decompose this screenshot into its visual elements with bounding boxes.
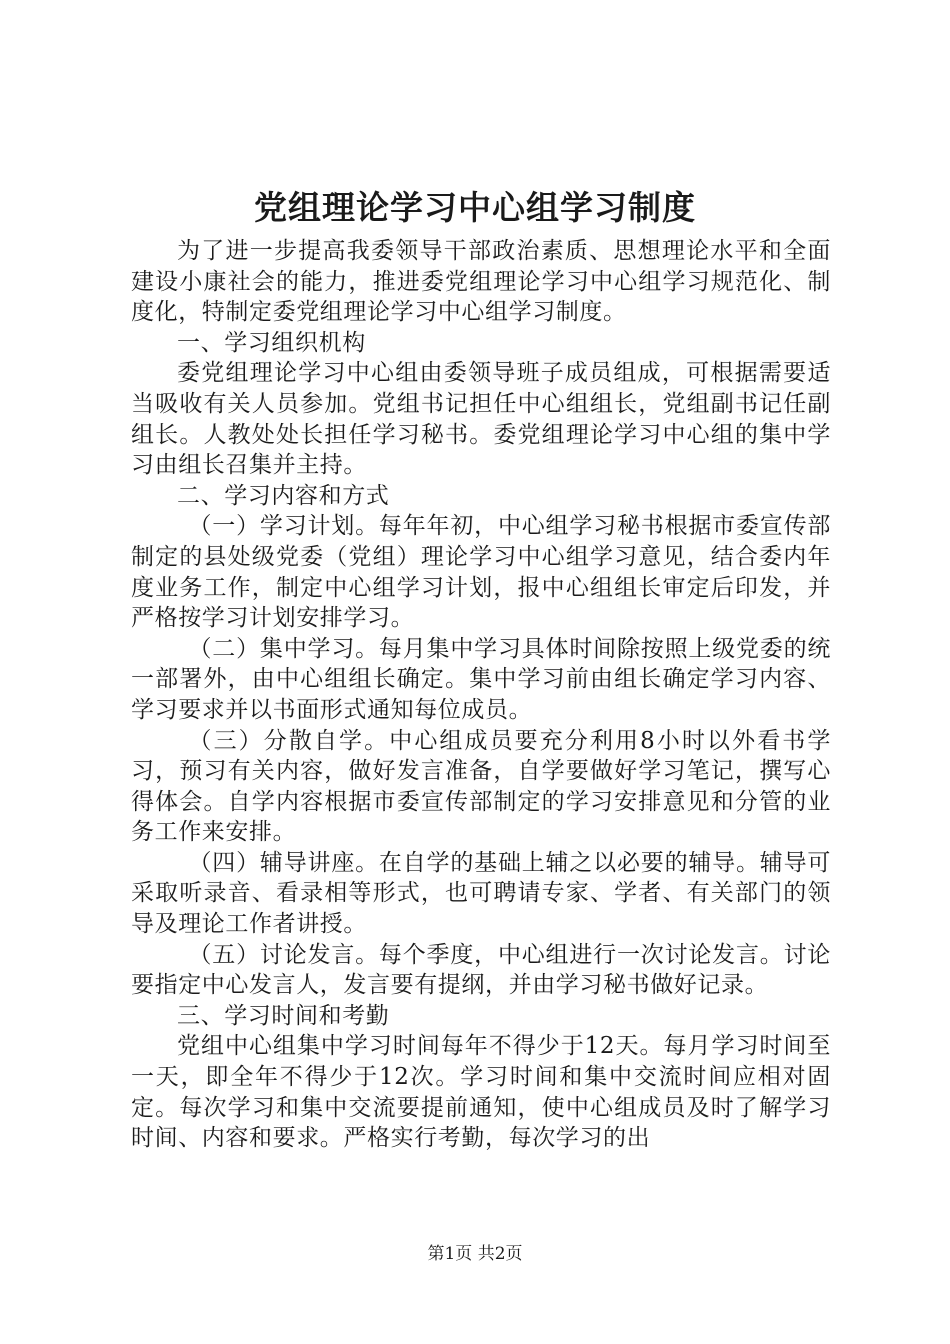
document-body	[131, 236, 831, 1154]
paragraph-discussion: （五）讨论发言。每个季度，中心组进行一次讨论发言。讨论要指定中心发言人，发言要有提纲，并由学习秘书做好记录。	[131, 941, 831, 999]
section-heading-organization: 一、学习组织机构	[177, 329, 366, 356]
section-heading-content-methods: 二、学习内容和方式	[177, 482, 390, 509]
paragraph-self-study: （三）分散自学。中心组成员要充分利用8小时以外看书学习，预习有关内容，做好发言准备，自学要做好学习笔记，撰写心得体会。自学内容根据市委宣传部制定的学习安排意见和分管的业务工作来安排。	[131, 727, 831, 846]
intro-paragraph: 为了进一步提高我委领导干部政治素质、思想理论水平和全面建设小康社会的能力，推进委党组理论学习中心组学习规范化、制度化，特制定委党组理论学习中心组学习制度。	[131, 238, 831, 326]
document-title: 党组理论学习中心组学习制度	[254, 188, 696, 227]
paragraph-group-study: （二）集中学习。每月集中学习具体时间除按照上级党委的统一部署外，由中心组组长确定。集中学习前由组长确定学习内容、学习要求并以书面形式通知每位成员。	[131, 635, 831, 723]
paragraph-organization: 委党组理论学习中心组由委领导班子成员组成，可根据需要适当吸收有关人员参加。党组书记担任中心组组长，党组副书记任副组长。人教处处长担任学习秘书。委党组理论学习中心组的集中学习由组长召集并主持。	[131, 360, 831, 479]
page-footer: 第1页 共2页	[427, 1244, 523, 1264]
paragraph-study-plan: （一）学习计划。每年年初，中心组学习秘书根据市委宣传部制定的县处级党委（党组）理论学习中心组学习意见，结合委内年度业务工作，制定中心组学习计划，报中心组组长审定后印发，并严格按学习计划安排学习。	[131, 513, 831, 632]
paragraph-time-attendance: 党组中心组集中学习时间每年不得少于12天。每月学习时间至一天，即全年不得少于12次。学习时间和集中交流时间应相对固定。每次学习和集中交流要提前通知，使中心组成员及时了解学习时间、内容和要求。严格实行考勤，每次学习的出	[131, 1033, 831, 1152]
paragraph-lectures: （四）辅导讲座。在自学的基础上辅之以必要的辅导。辅导可采取听录音、看录相等形式，也可聘请专家、学者、有关部门的领导及理论工作者讲授。	[131, 849, 831, 938]
section-heading-time-attendance: 三、学习时间和考勤	[177, 1002, 390, 1029]
